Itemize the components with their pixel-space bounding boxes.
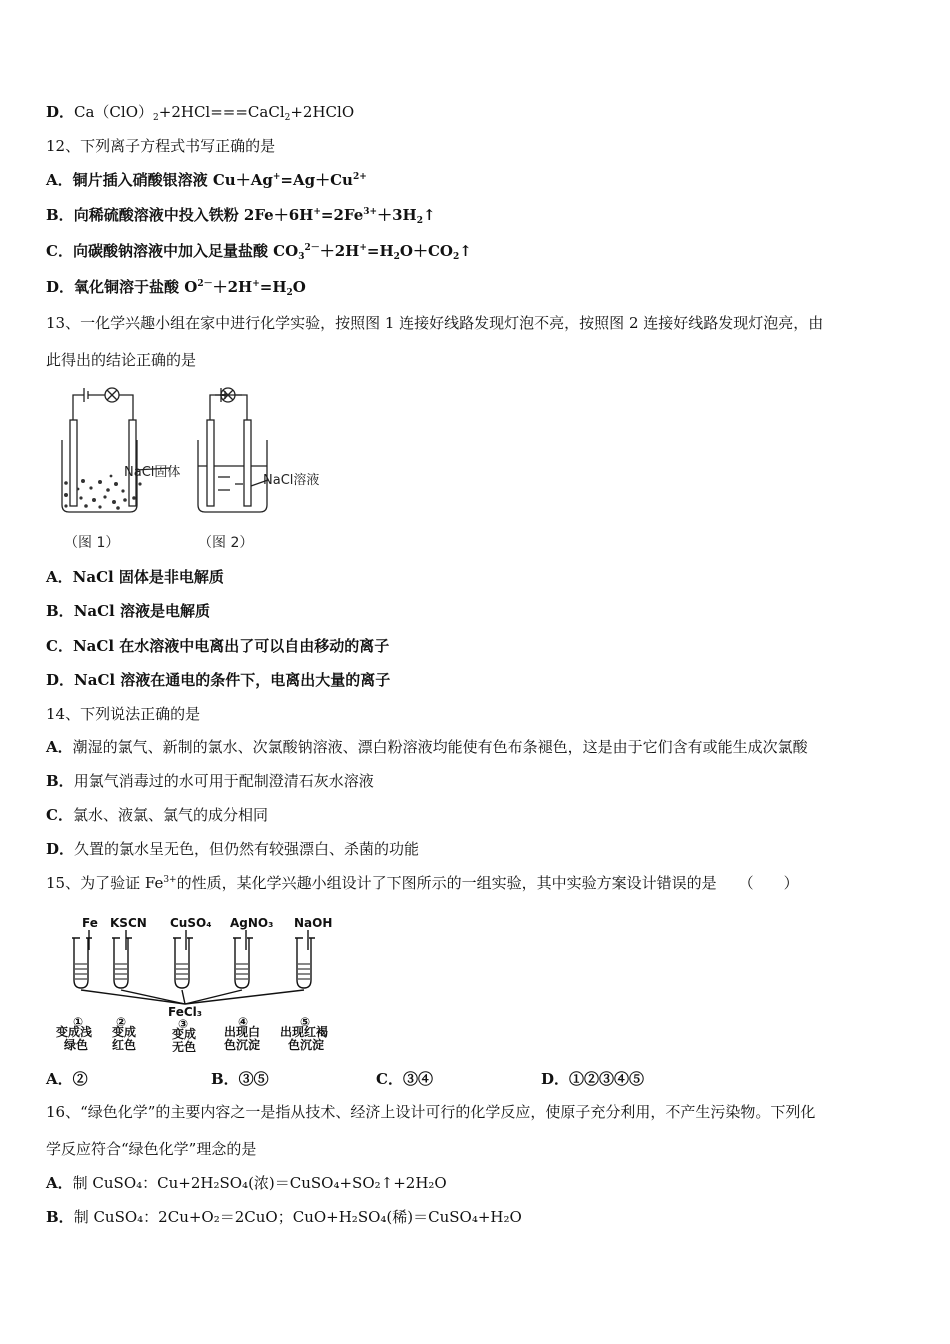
q12-option-d: D．氧化铜溶于盐酸 $O^{2-}+2H^+=H_2O$ <box>46 278 306 298</box>
q12-option-b: B．向稀硫酸溶液中投入铁粉 $2Fe+6H^+=2Fe^{3+}+3H_2↑$ <box>46 206 436 226</box>
q13-option-d: D．NaCl 溶液在通电的条件下，电离出大量的离子 <box>46 671 391 689</box>
fig1-electrode-left <box>70 420 77 506</box>
q16-option-b: B．制 CuSO₄：2Cu+O₂＝2CuO；CuO+H₂SO₄(稀)＝CuSO₄+H₂O <box>46 1208 522 1226</box>
result-5-line1: 出现红褐 <box>280 1025 329 1039</box>
fig1-circuit <box>62 388 170 512</box>
reagent-label-1: Fe <box>82 916 98 930</box>
reagent-label-2: KSCN <box>110 916 147 930</box>
q14-option-c: C．氯水、液氯、氯气的成分相同 <box>46 806 268 824</box>
reagent-label-4: AgNO₃ <box>230 916 274 930</box>
q12-stem: 12、下列离子方程式书写正确的是 <box>46 137 276 155</box>
result-4-line1: 出现白 <box>224 1025 261 1039</box>
tube-number-2: ② <box>116 1015 127 1029</box>
q14-option-d: D．久置的氯水呈无色，但仍然有较强漂白、杀菌的功能 <box>46 840 420 858</box>
q12-option-a: A．铜片插入硝酸银溶液 $Cu+Ag^+=Ag+Cu^{2+}$ <box>46 171 367 189</box>
q13-option-c: C．NaCl 在水溶液中电离出了可以自由移动的离子 <box>46 637 390 655</box>
q13-stem-line2: 此得出的结论正确的是 <box>46 351 197 369</box>
result-2-line2: 红色 <box>112 1038 137 1052</box>
test-tube-5 <box>295 938 315 988</box>
fig1-electrode-right <box>129 420 136 506</box>
test-tube-3 <box>173 938 193 988</box>
q13-option-a: A．NaCl 固体是非电解质 <box>46 568 224 586</box>
q15-choice-d: D．①②③④⑤ <box>541 1070 645 1088</box>
tube-number-1: ① <box>73 1015 84 1029</box>
q14-stem: 14、下列说法正确的是 <box>46 705 201 723</box>
q14-option-b: B．用氯气消毒过的水可用于配制澄清石灰水溶液 <box>46 772 374 790</box>
fig2-electrode-right <box>244 420 251 506</box>
q15-choice-a: A．② <box>46 1070 88 1088</box>
q16-option-a: A．制 CuSO₄：Cu+2H₂SO₄(浓)＝CuSO₄+SO₂↑+2H₂O <box>46 1174 447 1192</box>
q11-option-d: D．$Ca(ClO)_2+2HCl===CaCl_2+2HClO$ <box>46 103 355 123</box>
fig2-electrode-left <box>207 420 214 506</box>
test-tube-2 <box>112 938 132 988</box>
q16-stem-line2: 学反应符合“绿色化学”理念的是 <box>46 1140 257 1158</box>
q15-stem: 15、为了验证 $Fe^{3+}$的性质，某化学兴趣小组设计了下图所示的一组实验，其中实验方案设计错误的是 （ ） <box>46 874 799 892</box>
result-1-line1: 变成浅 <box>56 1025 93 1039</box>
fig1-caption: （图 1） <box>64 535 120 551</box>
q15-choice-c: C．③④ <box>376 1070 433 1088</box>
reagent-label-5: NaOH <box>294 916 333 930</box>
result-4-line2: 色沉淀 <box>224 1038 261 1052</box>
tube-number-4: ④ <box>238 1015 249 1029</box>
fig2-label: NaCl溶液 <box>263 473 320 488</box>
tube-number-5: ⑤ <box>300 1015 311 1029</box>
q14-option-a: A．潮湿的氯气、新制的氯水、次氯酸钠溶液、漂白粉溶液均能使有色布条褪色，这是由于它们含有或能生成次氯酸 <box>46 738 808 756</box>
test-tube-4 <box>233 938 253 988</box>
reagent-label-3: CuSO₄ <box>170 916 212 930</box>
q15-choice-b: B．③⑤ <box>211 1070 269 1088</box>
tube-number-3: ③ <box>178 1017 189 1031</box>
fecl3-connector-lines <box>81 990 304 1004</box>
result-3-line2: 无色 <box>172 1040 197 1052</box>
fecl3-label: FeCl₃ <box>168 1005 203 1019</box>
q13-circuit-figure <box>50 380 340 555</box>
fig2-circuit <box>198 388 268 512</box>
result-5-line2: 色沉淀 <box>288 1038 325 1052</box>
result-1-line2: 绿色 <box>64 1038 89 1052</box>
result-2-line1: 变成 <box>112 1025 137 1039</box>
q16-stem-line1: 16、“绿色化学”的主要内容之一是指从技术、经济上设计可行的化学反应，使原子充分利用，不产生污染物。下列化 <box>46 1103 816 1121</box>
q12-option-c: C．向碳酸钠溶液中加入足量盐酸 $CO_3^{2-}+2H^+=H_2O+CO_2↑$ <box>46 242 472 262</box>
q13-option-b: B．NaCl 溶液是电解质 <box>46 602 210 620</box>
fig2-caption: （图 2） <box>198 535 254 551</box>
result-3-line1: 变成 <box>172 1027 197 1041</box>
q13-stem-line1: 13、一化学兴趣小组在家中进行化学实验，按照图 1 连接好线路发现灯泡不亮，按照图 2 连接好线路发现灯泡亮，由 <box>46 314 824 332</box>
fig1-label: NaCl固体 <box>124 465 181 480</box>
q15-test-tube-figure <box>52 912 352 1052</box>
